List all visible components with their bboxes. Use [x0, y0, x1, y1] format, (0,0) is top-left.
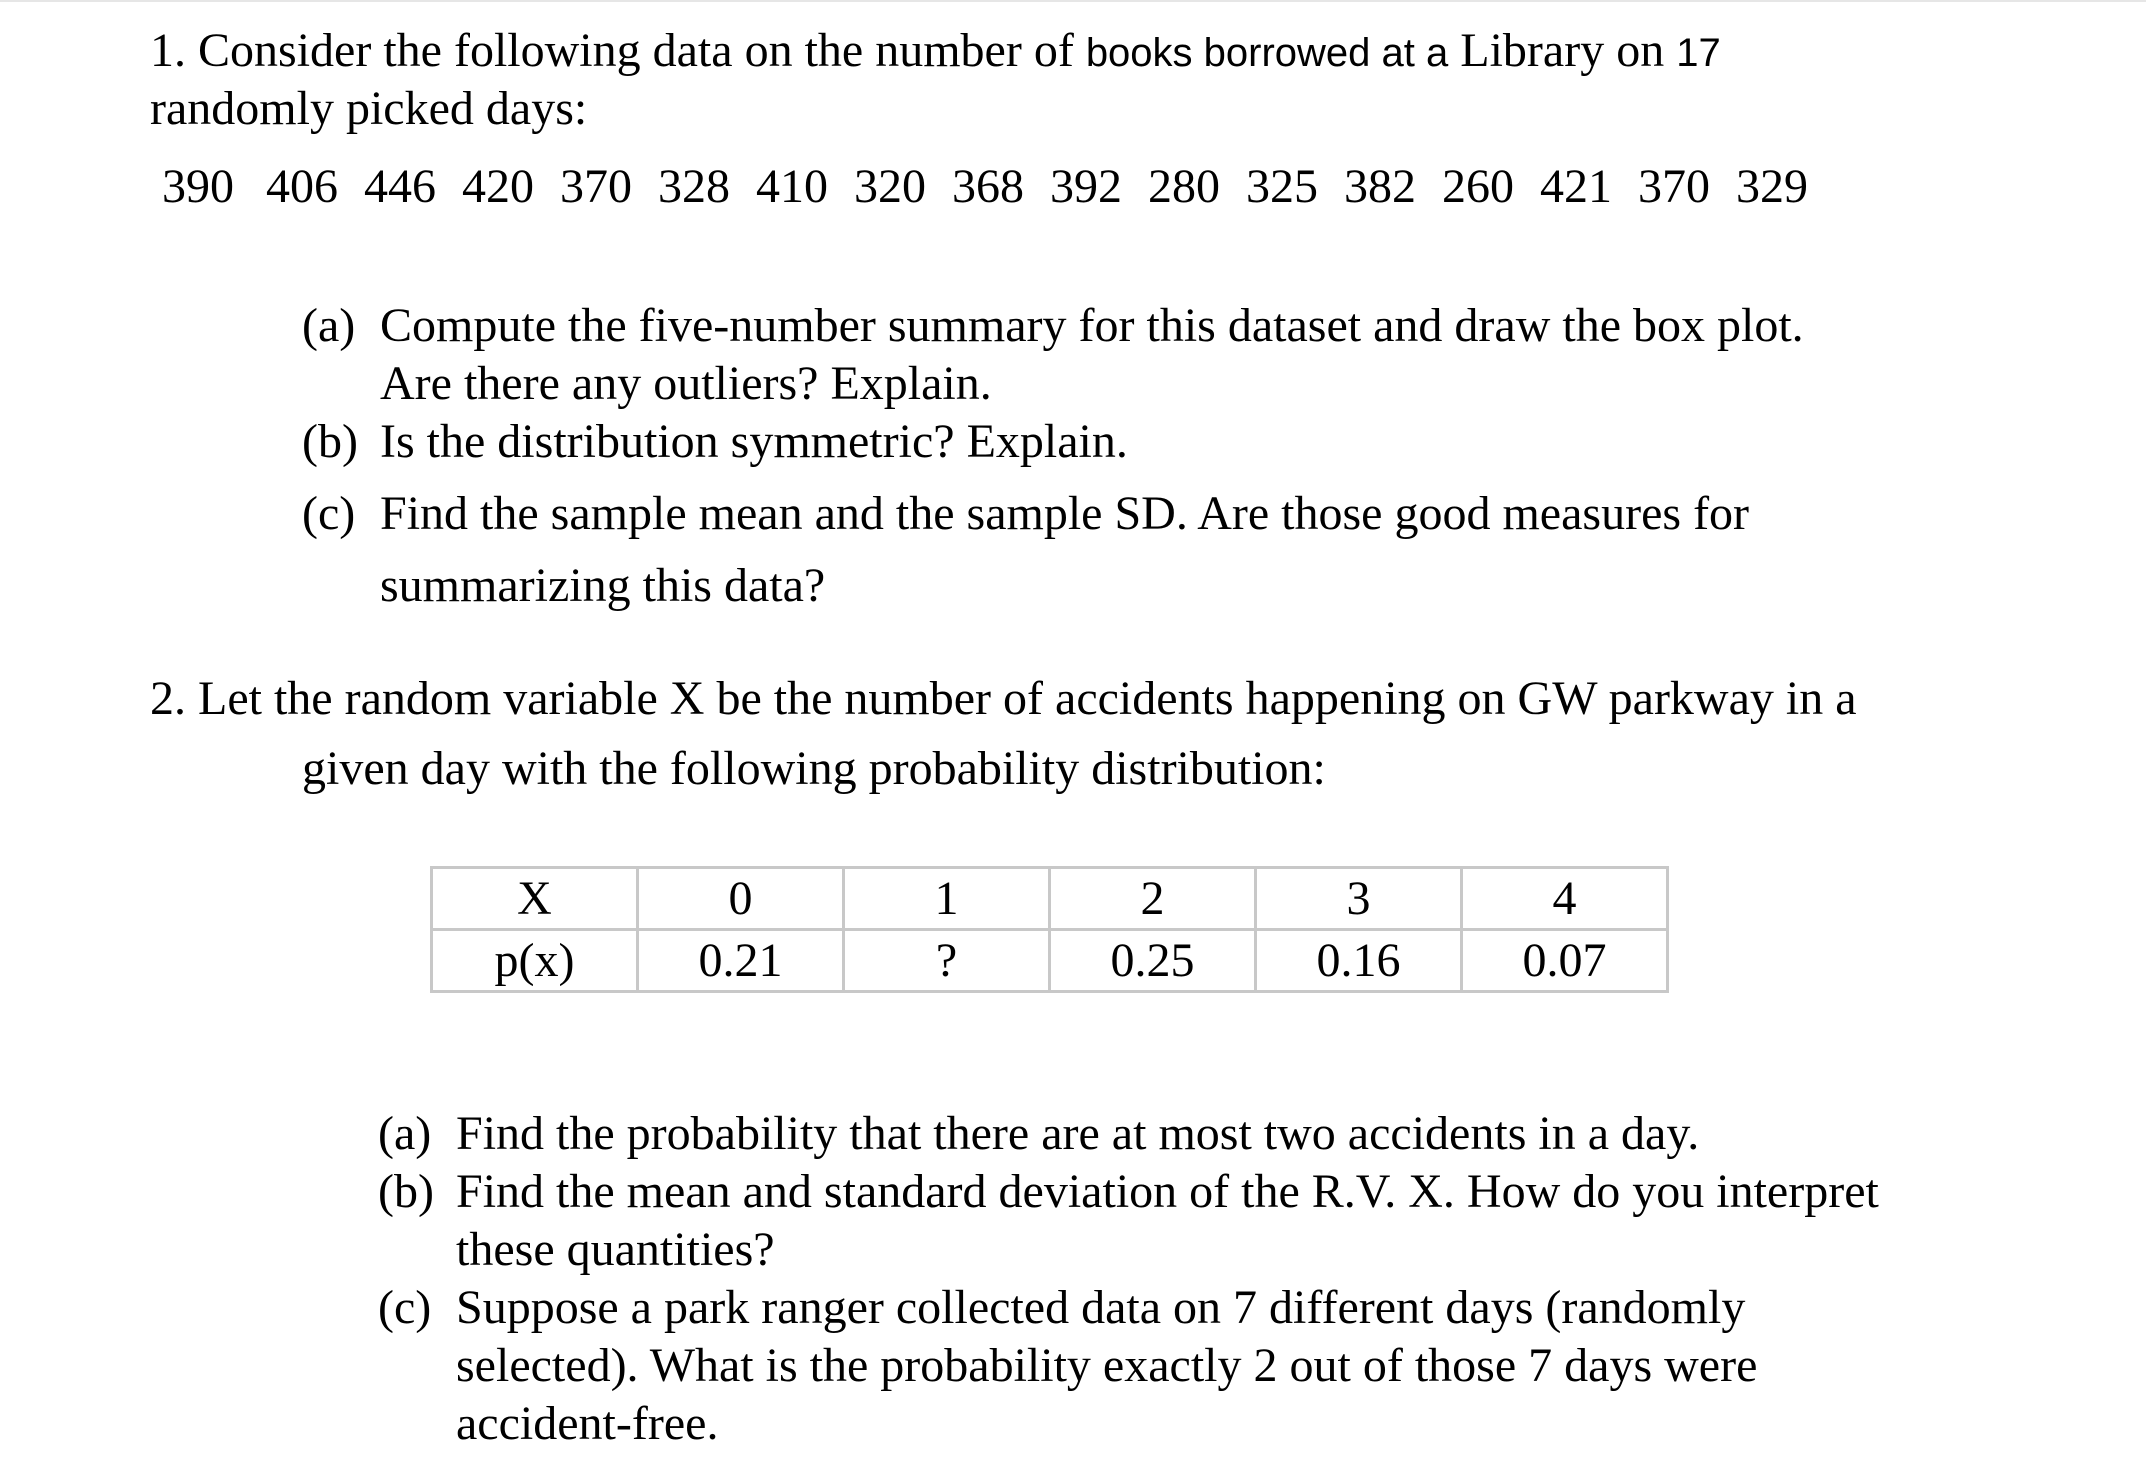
data-first-value: 390: [162, 160, 234, 213]
q1-part-c: [302, 486, 1749, 542]
table-row-x: [432, 868, 1668, 930]
q1-part-c-label: (c): [302, 487, 356, 540]
table-row-px: [432, 930, 1668, 992]
table-cell: 0.21: [638, 930, 844, 992]
table-cell: 0.25: [1050, 930, 1256, 992]
table-cell: 3: [1256, 868, 1462, 930]
q1-part-a-label: (a): [302, 299, 356, 352]
q2-part-a-text: Find the probability that there are at most two accidents in a day.: [456, 1107, 1700, 1160]
probability-distribution-table: [430, 866, 1669, 993]
q1-part-c-continuation: summarizing this data?: [380, 559, 826, 612]
q2-part-b-continuation: these quantities?: [456, 1223, 775, 1276]
q2-part-b-text: Find the mean and standard deviation of the R.V. X. How do you interpret: [456, 1165, 1879, 1218]
q1-part-a: [302, 298, 1804, 354]
q1-part-c-text: Find the sample mean and the sample SD. Are those good measures for: [380, 487, 1750, 540]
data-remaining-values: 406 446 420 370 328 410 320 368 392 280 325 382 260 421 370 329: [266, 160, 1808, 213]
table-cell: 0.07: [1462, 930, 1668, 992]
books-data-values: [162, 158, 1808, 216]
q1-text-d: 17: [1676, 31, 1721, 75]
q1-text-a: 1. Consider the following data on the number of: [150, 24, 1086, 77]
table-cell: 1: [844, 868, 1050, 930]
q2-part-c: [378, 1280, 1745, 1336]
q1-part-b-text: Is the distribution symmetric? Explain.: [380, 415, 1128, 468]
question-1-heading-line2: randomly picked days:: [150, 82, 588, 135]
q2-part-c-continuation-2: accident-free.: [456, 1397, 719, 1450]
q1-part-a-continuation: Are there any outliers? Explain.: [380, 357, 992, 410]
table-cell: 2: [1050, 868, 1256, 930]
table-cell: 4: [1462, 868, 1668, 930]
question-2-heading: 2. Let the random variable X be the number of accidents happening on GW parkway in a: [150, 672, 1857, 725]
q2-part-a-label: (a): [378, 1107, 432, 1160]
table-cell: 0: [638, 868, 844, 930]
table-cell: X: [432, 868, 638, 930]
q1-text-b: books borrowed at a: [1085, 31, 1449, 75]
q1-part-a-text: Compute the five-number summary for this dataset and draw the box plot.: [380, 299, 1804, 352]
q2-part-a: [378, 1106, 1699, 1162]
question-1-heading: [150, 22, 1721, 82]
q2-part-c-label: (c): [378, 1281, 432, 1334]
table-cell: 0.16: [1256, 930, 1462, 992]
q1-part-b-label: (b): [302, 415, 358, 468]
q2-part-c-text: Suppose a park ranger collected data on 7 different days (randomly: [456, 1281, 1746, 1334]
table-cell: p(x): [432, 930, 638, 992]
q1-part-b: [302, 414, 1128, 470]
top-border-line: [0, 0, 2146, 2]
q2-part-b: [378, 1164, 1879, 1220]
table-cell: ?: [844, 930, 1050, 992]
q2-part-c-continuation-1: selected). What is the probability exactly 2 out of those 7 days were: [456, 1339, 1758, 1392]
question-2-heading-line2: given day with the following probability distribution:: [302, 742, 1326, 795]
q1-text-c: Library on: [1448, 24, 1677, 77]
q2-part-b-label: (b): [378, 1165, 434, 1218]
